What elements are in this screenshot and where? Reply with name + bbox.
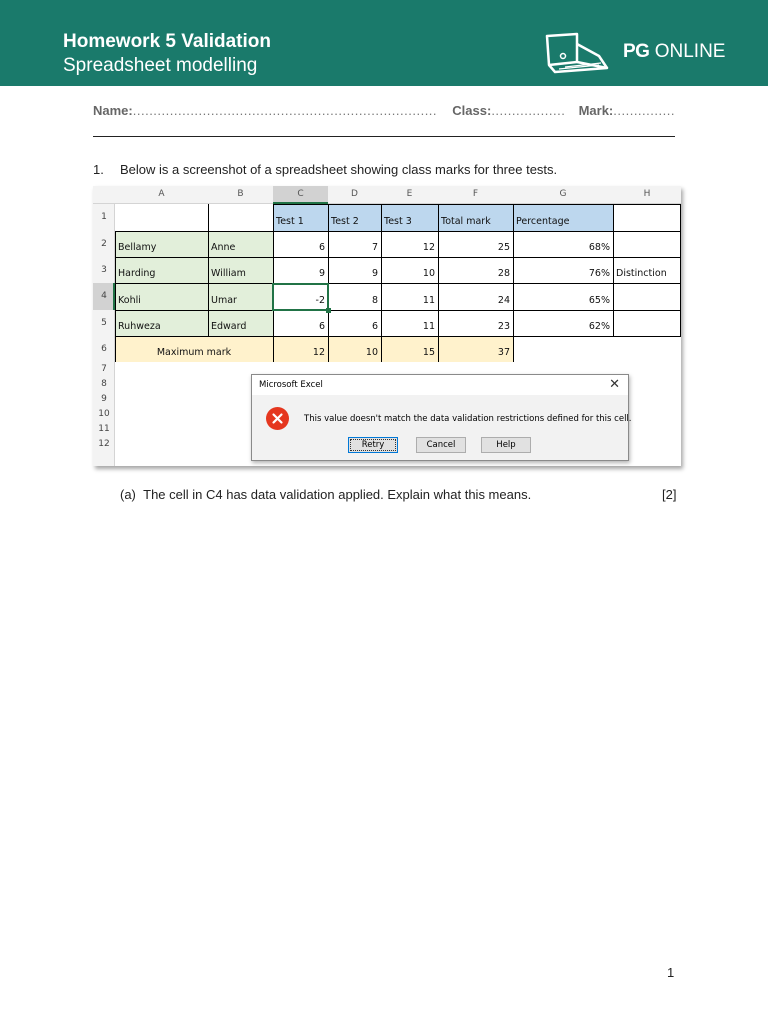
laptop-icon	[543, 32, 619, 74]
header-cell[interactable]: Percentage	[516, 216, 570, 227]
dialog-titlebar	[252, 375, 628, 395]
dialog-title: Microsoft Excel	[259, 380, 323, 390]
row-header[interactable]: 7	[101, 364, 107, 374]
row-header[interactable]: 9	[101, 394, 107, 404]
data-cell-forename[interactable]: Edward	[211, 321, 247, 332]
data-cell-test1[interactable]: -2	[315, 295, 325, 306]
data-cell-surname[interactable]: Bellamy	[118, 242, 157, 253]
name-field-dots: ..........................................................................	[132, 103, 438, 118]
row-header[interactable]: 11	[98, 424, 110, 434]
row-header[interactable]: 5	[101, 318, 107, 328]
data-cell-surname[interactable]: Kohli	[118, 295, 141, 306]
fill-handle[interactable]	[326, 308, 331, 313]
question-part-label: (a)	[120, 487, 136, 502]
data-cell-test2[interactable]: 9	[371, 268, 378, 279]
row-header[interactable]: 1	[101, 212, 107, 222]
data-cell-note[interactable]	[613, 310, 681, 336]
row-header[interactable]: 6	[101, 344, 107, 354]
maximum-mark-total[interactable]: 37	[497, 347, 510, 358]
data-cell-note[interactable]	[613, 231, 681, 257]
column-header[interactable]: G	[559, 189, 567, 199]
question-1	[93, 162, 557, 177]
question-number: 1.	[93, 162, 104, 177]
header-banner	[0, 0, 768, 86]
header-cell[interactable]: Test 3	[384, 216, 412, 227]
data-cell-test1[interactable]: 6	[318, 321, 325, 332]
data-cell-percentage[interactable]: 65%	[588, 295, 610, 306]
row-header[interactable]: 10	[98, 409, 110, 419]
data-cell-percentage[interactable]: 76%	[588, 268, 610, 279]
column-header[interactable]: E	[406, 189, 413, 199]
data-cell-test2[interactable]: 7	[371, 242, 378, 253]
name-class-mark-row	[93, 103, 677, 121]
class-field-dots: ..................	[491, 103, 566, 118]
row-header[interactable]: 4	[101, 291, 107, 301]
cell-border-v	[513, 336, 514, 362]
maximum-mark-test2[interactable]: 10	[365, 347, 378, 358]
data-cell-percentage[interactable]: 62%	[588, 321, 610, 332]
row-header[interactable]: 8	[101, 379, 107, 389]
maximum-mark-test3[interactable]: 15	[422, 347, 435, 358]
data-cell-total[interactable]: 28	[497, 268, 510, 279]
column-header[interactable]: F	[472, 189, 479, 199]
dialog-message: This value doesn't match the data validation restrictions defined for this cell.	[304, 414, 632, 424]
name-label: Name:	[93, 103, 133, 118]
data-cell-test2[interactable]: 6	[371, 321, 378, 332]
column-header[interactable]: D	[351, 189, 358, 199]
question-text: Below is a screenshot of a spreadsheet showing class marks for three tests.	[120, 162, 558, 177]
data-cell-forename[interactable]: William	[211, 268, 246, 279]
data-cell-total[interactable]: 24	[497, 295, 510, 306]
class-label: Class:	[452, 103, 492, 118]
column-header[interactable]: A	[158, 189, 165, 199]
data-cell-surname[interactable]: Ruhweza	[118, 321, 161, 332]
help-button[interactable]: Help	[481, 437, 531, 453]
page-number: 1	[667, 965, 675, 980]
column-header[interactable]: B	[237, 189, 244, 199]
data-cell-test2[interactable]: 8	[371, 295, 378, 306]
cancel-button[interactable]: Cancel	[416, 437, 466, 453]
row-header[interactable]: 12	[98, 439, 110, 449]
data-cell-forename[interactable]: Anne	[211, 242, 236, 253]
header-cell[interactable]: Test 1	[276, 216, 304, 227]
divider-line	[93, 136, 675, 137]
row-header[interactable]: 2	[101, 239, 107, 249]
header-cell[interactable]: Test 2	[331, 216, 359, 227]
column-header[interactable]: C	[297, 189, 304, 199]
logo-wordmark: PG ONLINE	[623, 41, 726, 62]
document-title: Homework 5 Validation	[63, 31, 271, 52]
maximum-mark-test1[interactable]: 12	[312, 347, 325, 358]
mark-label: Mark:	[578, 103, 614, 118]
document-subtitle: Spreadsheet modelling	[63, 55, 258, 76]
close-icon[interactable]: ✕	[609, 377, 620, 392]
row-header[interactable]: 3	[101, 265, 107, 275]
excel-validation-dialog	[251, 374, 632, 461]
question-1a	[120, 487, 531, 502]
data-cell-forename[interactable]: Umar	[211, 295, 237, 306]
data-cell-test1[interactable]: 6	[318, 242, 325, 253]
question-part-text: The cell in C4 has data validation applied. Explain what this means.	[143, 487, 532, 502]
data-cell-test3[interactable]: 12	[422, 242, 435, 253]
maximum-mark-label[interactable]: Maximum mark	[156, 347, 232, 358]
data-cell-total[interactable]: 25	[497, 242, 510, 253]
data-cell-percentage[interactable]: 68%	[588, 242, 610, 253]
data-cell-test3[interactable]: 11	[422, 321, 435, 332]
retry-button[interactable]: Retry	[348, 437, 398, 453]
column-header[interactable]: H	[643, 189, 651, 199]
data-cell-note[interactable]: Distinction	[616, 268, 667, 279]
active-cell-c4[interactable]	[272, 283, 329, 311]
question-marks: [2]	[662, 487, 677, 502]
data-cell-surname[interactable]: Harding	[118, 268, 156, 279]
data-cell-test3[interactable]: 11	[422, 295, 435, 306]
data-cell-total[interactable]: 23	[497, 321, 510, 332]
error-icon	[266, 407, 289, 430]
mark-field-dots: ...............	[613, 103, 675, 118]
data-cell-test1[interactable]: 9	[318, 268, 325, 279]
pg-online-logo	[543, 32, 733, 74]
data-cell-note[interactable]	[613, 283, 681, 310]
header-cell[interactable]: Total mark	[441, 216, 491, 227]
data-cell-test3[interactable]: 10	[422, 268, 435, 279]
